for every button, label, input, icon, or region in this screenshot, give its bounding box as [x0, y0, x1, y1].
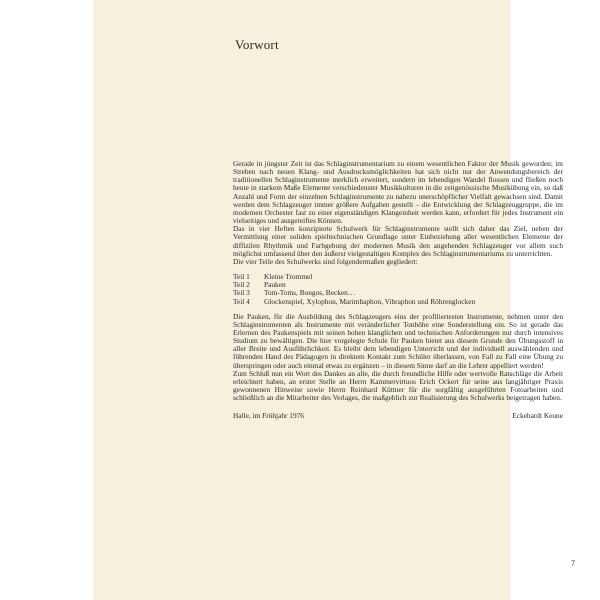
part-text: Kleine Trommel	[264, 272, 313, 282]
part-label: Teil 2	[233, 280, 250, 290]
part-label: Teil 1	[233, 272, 250, 282]
parts-list	[233, 273, 563, 306]
part-text: Pauken	[264, 280, 286, 290]
paragraph-goal: Das in vier Heften konzipierte Schulwerk für Schlaginstrumente stellt sich daher das Ziel, neben der Vermittlung einer soliden spieltechnischen Grundlage unter Einbeziehung aller wesentlichen Elemente der diffizilen Rhythmik und Farbgebung der modernen Musik den angehenden Schlagzeuger vor allem such möglichst umfassend über den äußerst vielgestaltigen Komplex des Schlaginstrumentariums zu unterrichten.	[233, 224, 563, 258]
foreword-text	[233, 160, 563, 421]
paragraph-thanks: Zum Schluß nun ein Wort des Dankes an alle, die durch freundliche Hilfe oder wertvolle Ratschläge die Arbeit erleichtert haben, an erster Stelle an Herrn Kammervirtuos Erich Ockert für seine aus langjähriger Praxis gewonnenen Hinweise sowie Herrn Reinhard Küttner für die sorgfältig ausgeführten Fotoarbeiten und schließlich an die Mitarbeiter des Verlages, die maßgeblich zur Realisierung des Schulwerks beigetragen haben.	[233, 368, 563, 403]
part-label: Teil 4	[233, 296, 250, 306]
list-item	[233, 298, 563, 306]
part-label: Teil 3	[233, 288, 250, 298]
page-number: 7	[571, 559, 575, 568]
part-text: Tom-Toms, Bongos, Becken…	[264, 288, 356, 298]
page-title: Vorwort	[235, 37, 279, 52]
author-name: Eckehardt Keune	[512, 411, 563, 421]
part-text: Glockenspiel, Xylophon, Marimbaphon, Vibraphon und Röhrenglocken	[264, 296, 476, 306]
place-date: Halle, im Frühjahr 1976	[233, 411, 304, 421]
closing-line	[233, 412, 563, 420]
paragraph-pauken: Die Pauken, für die Ausbildung des Schlagzeugers eins der profiliertesten Instrumente, nehmen unter den Schlaginstrumenten als Instrumente mit veränderlicher Tonhöhe eine Sonderstellung ein. So ist gerade das Erlernen des Paukenspiels mit seinen hohen klanglichen und technischen Anforderungen nur durch intensives Studium zu bewältigen. Die hier vorgelegte Schule für Pauken bietet aus diesem Grunde den Übungsstoff in aller Breite und Ausführlichkeit. Es bleibt dem lebendigen Unterricht und der individuell auswählenden und führenden Hand des Pädagogen in direktem Kontakt zum Schüler überlassen, von Fall zu Fall eine Übung zu überspringen oder auch einmal etwas zu ergänzen – in diesem Sinne darf an die Lehrer appelliert werden!	[233, 311, 563, 370]
book-page	[93, 0, 575, 600]
paragraph-intro: Gerade in jüngster Zeit ist das Schlaginstrumentarium zu einem wesentlichen Faktor der Musik geworden; im Streben nach neuen Klang- und Ausdrucksmöglichkeiten hat sich nicht nur der Anwendungsbereich der traditionellen Schlaginstrumente merklich erweitert, sondern im lebendigen Wandel flossen und fließen noch heute in starkem Maße Elemente verschiedenster Musikkulturen in die zeitgenössische Musikübung ein, so daß Anzahl und Form der einzelnen Schlaginstrumente zu nahezu unerschöpflicher Vielfalt gewachsen sind. Damit werden dem Schlagzeuger immer größere Aufgaben gestellt – die Entwicklung der Schlagzeuggruppe, die im modernen Orchester fast zu einer eigenständigen Klangeinheit werden kann, erfordert für jedes Instrument ein vielseitiges und ausgereiftes Können.	[233, 159, 563, 226]
paragraph-structure: Die vier Teile des Schulwerks sind folgendermaßen gegliedert:	[233, 256, 418, 266]
